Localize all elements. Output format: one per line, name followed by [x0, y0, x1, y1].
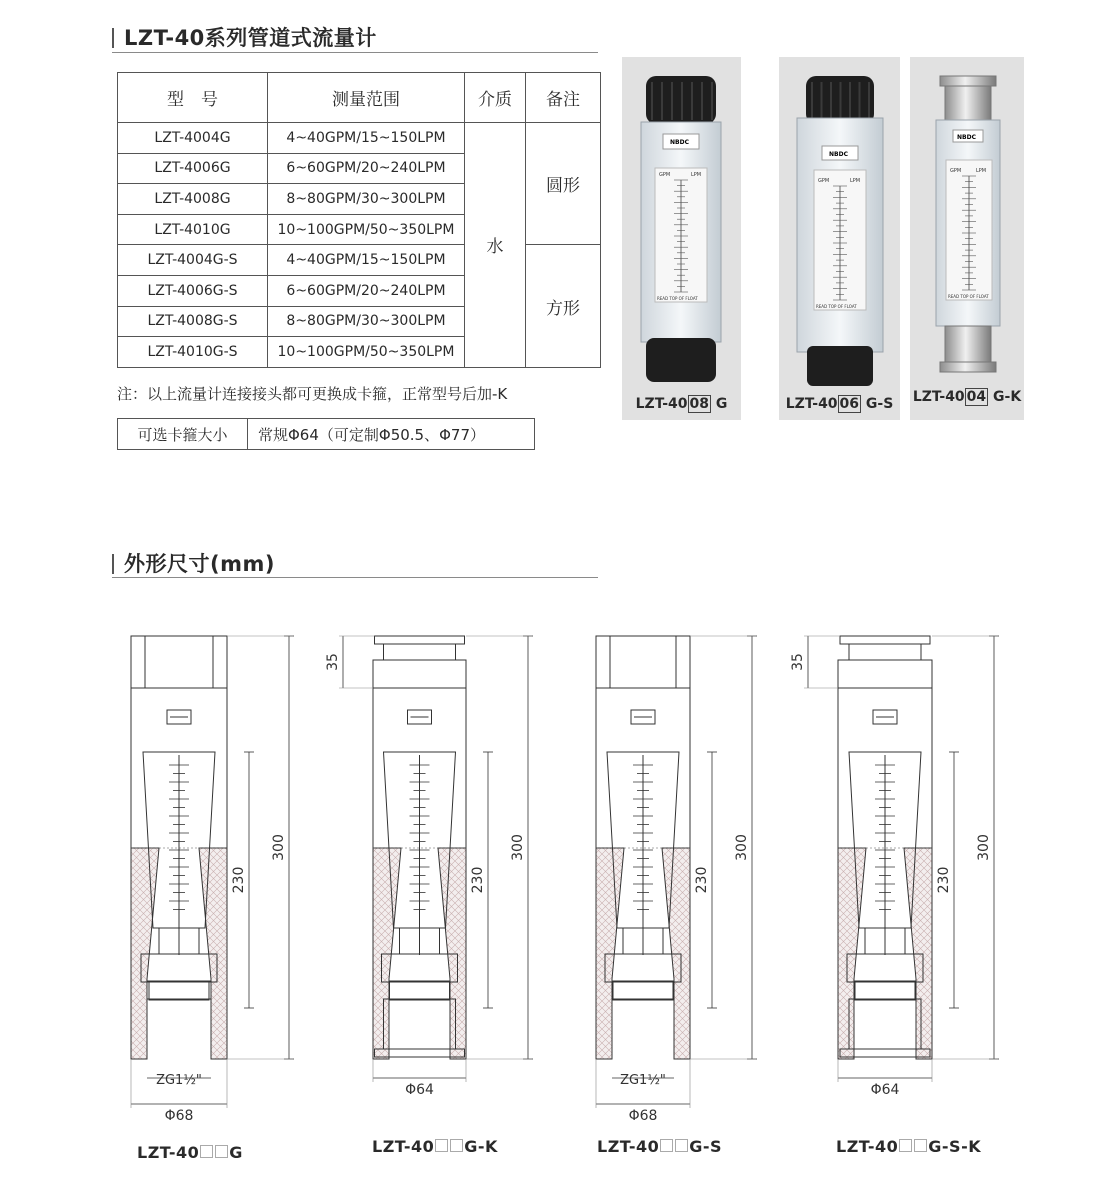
- option-value: 常规Φ64（可定制Φ50.5、Φ77）: [248, 419, 535, 450]
- range-cell: 6~60GPM/20~240LPM: [268, 153, 465, 184]
- option-label: 可选卡箍大小: [118, 419, 248, 450]
- diameter-label: Φ68: [628, 1108, 658, 1124]
- drawing-caption: LZT-40 G-K: [372, 1137, 498, 1156]
- section-title-text: LZT-40系列管道式流量计: [124, 26, 377, 50]
- dimension-drawing: [325, 636, 533, 1098]
- col-header-medium: 介质: [465, 73, 526, 123]
- clamp-flange: [940, 76, 996, 86]
- dimension-drawing: [596, 636, 757, 1124]
- top-fitting: [849, 644, 921, 660]
- dimension-label: 35: [790, 653, 806, 671]
- scale-unit-label: GPM: [950, 168, 962, 174]
- scale-unit-label: LPM: [691, 172, 702, 178]
- model-cell: LZT-4010G-S: [118, 337, 268, 368]
- float-note-label: READ TOP OF FLOAT: [816, 304, 857, 309]
- dimension-drawing: [790, 636, 999, 1098]
- top-block: [838, 660, 932, 688]
- top-block: [373, 660, 466, 688]
- dimension-label: 230: [231, 866, 247, 894]
- col-header-remark: 备注: [526, 73, 601, 123]
- drawing-caption: LZT-40 G-S: [597, 1137, 723, 1156]
- photo-caption: LZT-40 08 G: [635, 396, 728, 412]
- dimension-label: 230: [470, 866, 486, 894]
- seat-block: [141, 954, 217, 982]
- flowmeter-photo-round: [641, 76, 721, 382]
- photo-caption: LZT-40 06 G-S: [785, 396, 894, 412]
- range-cell: 10~100GPM/50~350LPM: [268, 337, 465, 368]
- col-header-model: 型 号: [118, 73, 268, 123]
- remark-round-cell: 圆形: [526, 123, 601, 245]
- bottom-fitting: [384, 999, 456, 1049]
- range-cell: 8~80GPM/30~300LPM: [268, 306, 465, 337]
- clamp-flange: [940, 362, 996, 372]
- seat-lower: [149, 982, 209, 1000]
- brand-label: NBDC: [829, 151, 848, 158]
- top-fitting: [384, 644, 456, 660]
- medium-cell: 水: [465, 123, 526, 368]
- scale-unit-label: GPM: [659, 172, 671, 178]
- model-cell: LZT-4004G: [118, 123, 268, 154]
- model-cell: LZT-4006G: [118, 153, 268, 184]
- top-clamp-flange: [375, 636, 465, 644]
- drawing-caption: LZT-40 G: [137, 1143, 243, 1162]
- flowmeter-photo-square: [797, 76, 883, 386]
- seat-block: [382, 954, 458, 982]
- note-text: 注：以上流量计连接接头都可更换成卡箍，正常型号后加-K: [117, 385, 508, 403]
- seat-lower: [613, 982, 673, 1000]
- dimension-label: 300: [510, 834, 526, 861]
- range-cell: 10~100GPM/50~350LPM: [268, 214, 465, 245]
- scale-unit-label: GPM: [818, 178, 830, 184]
- thread-label: ZG1½": [156, 1073, 202, 1088]
- drawing-caption: LZT-40 G-S-K: [836, 1137, 982, 1156]
- metal-fitting: [945, 86, 991, 120]
- dimension-drawing: [131, 636, 294, 1124]
- bottom-fitting: [849, 999, 921, 1049]
- model-cell: LZT-4008G: [118, 184, 268, 215]
- col-header-range: 测量范围: [268, 73, 465, 123]
- model-cell: LZT-4008G-S: [118, 306, 268, 337]
- remark-square-cell: 方形: [526, 245, 601, 367]
- model-cell: LZT-4010G: [118, 214, 268, 245]
- black-base: [807, 346, 873, 386]
- dimension-label: 230: [694, 866, 710, 894]
- dimension-label: 35: [325, 653, 341, 671]
- dimension-label: 300: [734, 834, 750, 861]
- model-cell: LZT-4006G-S: [118, 275, 268, 306]
- float-note-label: READ TOP OF FLOAT: [657, 296, 698, 301]
- seat-lower: [390, 982, 450, 1000]
- float-note-label: READ TOP OF FLOAT: [948, 294, 989, 299]
- scale-unit-label: LPM: [976, 168, 987, 174]
- top-clamp-flange: [840, 636, 930, 644]
- section-title-text: 外形尺寸(mm): [124, 552, 275, 576]
- seat-lower: [855, 982, 915, 1000]
- photo-caption: LZT-40 04 G-K: [912, 389, 1022, 405]
- diameter-label: Φ64: [405, 1082, 434, 1098]
- thread-label: ZG1½": [620, 1073, 666, 1088]
- diameter-label: Φ68: [164, 1108, 194, 1124]
- range-cell: 6~60GPM/20~240LPM: [268, 275, 465, 306]
- range-cell: 4~40GPM/15~150LPM: [268, 123, 465, 154]
- flowmeter-photo-clamp: [936, 76, 1000, 372]
- range-cell: 8~80GPM/30~300LPM: [268, 184, 465, 215]
- dimension-label: 300: [976, 834, 992, 861]
- seat-block: [605, 954, 681, 982]
- dimension-label: 230: [936, 866, 952, 894]
- brand-label: NBDC: [957, 134, 976, 141]
- range-cell: 4~40GPM/15~150LPM: [268, 245, 465, 276]
- model-cell: LZT-4004G-S: [118, 245, 268, 276]
- metal-fitting: [945, 326, 991, 362]
- brand-label: NBDC: [670, 139, 689, 146]
- seat-block: [847, 954, 923, 982]
- dimension-label: 300: [271, 834, 287, 861]
- black-base: [646, 338, 716, 382]
- diameter-label: Φ64: [870, 1082, 900, 1098]
- scale-unit-label: LPM: [850, 178, 861, 184]
